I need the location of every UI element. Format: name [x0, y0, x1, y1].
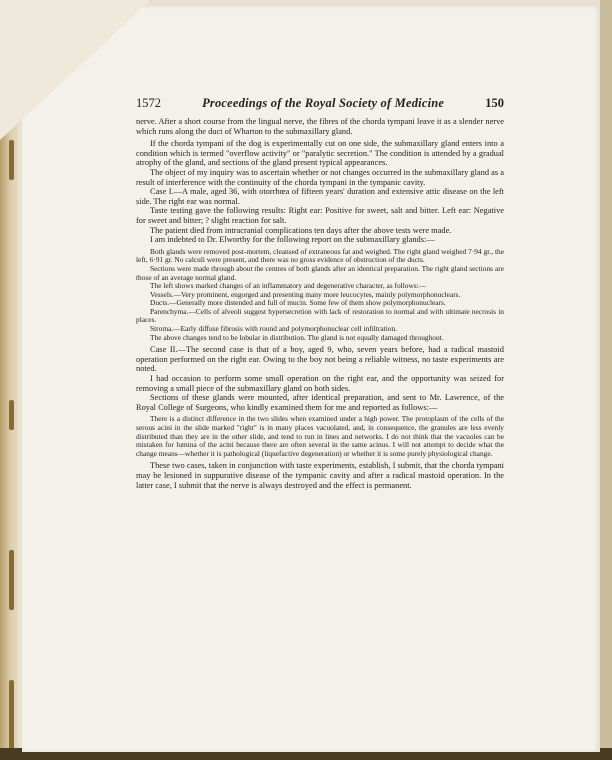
paragraph: The left shows marked changes of an inflammatory and degenerative character, as follows:— — [150, 281, 427, 291]
spine-stain — [9, 400, 14, 430]
paragraph: Case II.—The second case is that of a boy, aged 9, who, seven years before, had a radical mastoid operation performed on the right ear. Owing to the boy not being a reliable witness, no taste experiments are noted. — [136, 345, 504, 374]
running-title: Proceedings of the Royal Society of Medicine — [202, 96, 445, 110]
paragraph: Vessels.—Very prominent, engorged and presenting many more leucocytes, mainly polymorphonuclears. — [150, 289, 461, 299]
paragraph: There is a distinct difference in the two slides when examined under a high power. The protoplasm of the cells of the serous acini in the slide marked "right" is in many places vacuolated, and, in consequence, the granules are less evenly distributed than they are in the other slide, and tend to run in lines and networks. I do not think that the vacuoles can be mistaken for lumina of the acini because there are often several in the same acinus. I will not attempt to decide what the change means—whether it is pathological (liquefactive degeneration) or whether it is some purely physiological change. — [136, 414, 504, 458]
paragraph: I had occasion to perform some small operation on the right ear, and the opportunity was seized for removing a small piece of the submaxillary gland on both sides. — [136, 374, 504, 393]
paragraph: The object of my inquiry was to ascertain whether or not changes occurred in the submaxillary gland as a result of interference with the continuity of the chorda tympani in the tympanic cavity. — [136, 167, 504, 187]
spine-stain — [9, 550, 14, 610]
paragraph: Both glands were removed post-mortem, cleansed of extraneous fat and weighed. The right gland weighed 7·94 gr., the left, 6·91 gr. No calculi were present, and there was no gross evidence of obstruction of the ducts. — [136, 246, 504, 265]
running-header — [136, 96, 504, 111]
paragraph: Ducts.—Generally more distended and full of mucin. Some few of them show polymorphonuclears. — [150, 298, 446, 308]
paragraph: If the chorda tympani of the dog is experimentally cut on one side, the submaxillary gland enters into a condition which is termed "overflow activity" or "paralytic secretion." The condition is attended by a gradual atrophy of the gland, and sections of the gland present typical appearances. — [136, 139, 504, 168]
paragraph: These two cases, taken in conjunction with taste experiments, establish, I submit, that the chorda tympani may be lesioned in suppurative disease of the tympanic cavity and after a radical mastoid operation. In the latter case, I submit that the nerve is always destroyed and the effect is permanent. — [136, 461, 504, 490]
body-text — [136, 117, 504, 490]
page-number-left: 1572 — [136, 96, 161, 110]
paragraph: Sections of these glands were mounted, after identical preparation, and sent to Mr. Lawrence, of the Royal College of Surgeons, who kindly examined them for me and reported as follows:— — [136, 393, 504, 412]
binding-edge — [0, 120, 18, 750]
paragraph: The above changes tend to be lobular in distribution. The gland is not equally damaged throughout. — [150, 332, 444, 342]
page-content — [136, 96, 504, 490]
page-edge-right — [600, 0, 612, 760]
page-number-right: 150 — [485, 96, 504, 110]
paragraph: Parenchyma.—Cells of alveoli suggest hypersecretion with lack of restoration to normal and with ultimate necrosis in places. — [136, 306, 504, 325]
paragraph: nerve. After a short course from the lingual nerve, the fibres of the chorda tympani leave it as a slender nerve which runs along the duct of Wharton to the submaxillary gland. — [136, 117, 504, 136]
paragraph: Case I.—A male, aged 36, with otorrhœa of fifteen years' duration and extensive attic disease on the left side. The right ear was normal. — [136, 187, 504, 206]
paragraph: Sections were made through about the centres of both glands after an identical preparation. The right gland sections are those of an average normal gland. — [136, 263, 504, 282]
paragraph: Taste testing gave the following results: Right ear: Positive for sweet, salt and bitter. Left ear: Negative for sweet and bitter; ? slight reaction for salt. — [136, 206, 504, 225]
paragraph: The patient died from intracranial complications ten days after the above tests were made. — [150, 225, 452, 235]
paragraph: I am indebted to Dr. Elworthy for the following report on the submaxillary glands:— — [150, 235, 435, 245]
paragraph: Stroma.—Early diffuse fibrosis with round and polymorphonuclear cell infiltration. — [150, 324, 397, 334]
spine-stain — [9, 140, 14, 180]
